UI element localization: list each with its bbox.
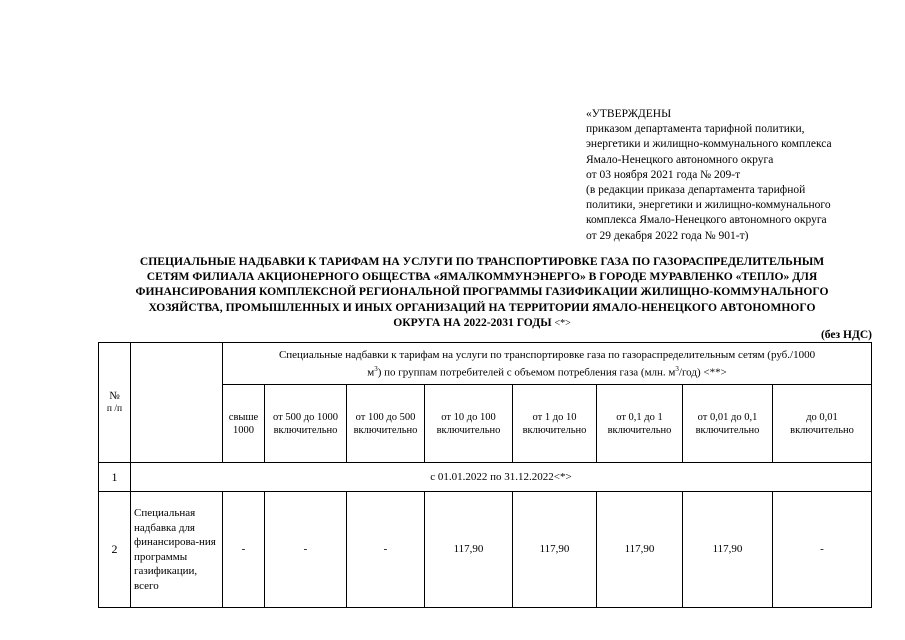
group-header: от 1 до 10 включительно — [513, 385, 597, 463]
value-cell: 117,90 — [683, 492, 773, 608]
period-cell: с 01.01.2022 по 31.12.2022<*> — [131, 463, 872, 492]
value-cell: - — [265, 492, 347, 608]
title-footnote-ref: <*> — [554, 317, 571, 329]
main-header-text: Специальные надбавки к тарифам на услуги по транспортировке газа по газораспределительным сетям (руб./1000 — [278, 348, 816, 361]
row-number: 1 — [99, 463, 131, 492]
value-cell: - — [347, 492, 425, 608]
group-header: от 0,01 до 0,1 включительно — [683, 385, 773, 463]
approval-line: от 03 ноября 2021 года № 209-т — [586, 168, 741, 181]
approval-line: (в редакции приказа департамента тарифной — [586, 184, 806, 197]
num-header: № — [109, 389, 120, 402]
approval-block — [586, 107, 886, 244]
title-line: ФИНАНСИРОВАНИЯ КОМПЛЕКСНОЙ РЕГИОНАЛЬНОЙ ПРОГРАММЫ ГАЗИФИКАЦИИ ЖИЛИЩНО-КОММУНАЛЬНОГО — [135, 285, 829, 299]
value-cell: - — [223, 492, 265, 608]
value-cell: - — [773, 492, 872, 608]
row-label: Специальная надбавка для финансирова-ния программы газификации, всего — [131, 492, 223, 608]
main-header-text2: ) по группам потребителей с объемом потребления газа (млн. м — [377, 366, 676, 379]
group-header: свыше 1000 — [223, 385, 265, 463]
main-header-sup: 3 — [374, 364, 378, 373]
main-header-cell — [223, 343, 872, 385]
value-cell: 117,90 — [513, 492, 597, 608]
group-header: от 0,1 до 1 включительно — [597, 385, 683, 463]
group-header: до 0,01 включительно — [773, 385, 872, 463]
approval-line: приказом департамента тарифной политики, — [586, 123, 805, 136]
main-header-unit: м — [367, 366, 375, 379]
row-number: 2 — [99, 492, 131, 608]
num-header-cell — [99, 343, 131, 463]
value-cell: 117,90 — [597, 492, 683, 608]
approval-line: комплекса Ямало-Ненецкого автономного округа — [586, 214, 827, 227]
table-row — [99, 463, 872, 492]
approval-line: энергетики и жилищно-коммунального комплекса — [586, 138, 832, 151]
group-header: от 500 до 1000 включительно — [265, 385, 347, 463]
value-cell: 117,90 — [425, 492, 513, 608]
title-last-line — [90, 315, 874, 331]
title-line: СПЕЦИАЛЬНЫЕ НАДБАВКИ К ТАРИФАМ НА УСЛУГИ ПО ТРАНСПОРТИРОВКЕ ГАЗА ПО ГАЗОРАСПРЕДЕЛИТЕЛЬНЫМ — [139, 255, 825, 268]
title-last-text: ОКРУГА НА 2022-2031 ГОДЫ — [393, 315, 552, 329]
group-header: от 100 до 500 включительно — [347, 385, 425, 463]
num-subheader: п /п — [106, 403, 123, 414]
table-row — [99, 492, 872, 608]
tariff-table — [98, 342, 872, 608]
main-header-text3: /год) <**> — [678, 366, 727, 379]
vat-note: (без НДС) — [820, 329, 872, 341]
label-header-cell — [131, 343, 223, 463]
approval-line: Ямало-Ненецкого автономного округа — [586, 153, 774, 166]
title-line: ХОЗЯЙСТВА, ПРОМЫШЛЕННЫХ И ИНЫХ ОРГАНИЗАЦИЙ НА ТЕРРИТОРИИ ЯМАЛО-НЕНЕЦКОГО АВТОНОМНОГО — [148, 300, 816, 314]
document-title — [90, 254, 874, 331]
title-line: СЕТЯМ ФИЛИАЛА АКЦИОНЕРНОГО ОБЩЕСТВА «ЯМАЛКОММУНЭНЕРГО» В ГОРОДЕ МУРАВЛЕНКО «ТЕПЛО» ДЛЯ — [146, 270, 818, 284]
main-header-sup2: 3 — [675, 364, 679, 373]
approval-line: от 29 декабря 2022 года № 901-т) — [586, 229, 749, 242]
approval-line: «УТВЕРЖДЕНЫ — [586, 108, 672, 120]
group-header: от 10 до 100 включительно — [425, 385, 513, 463]
approval-line: политики, энергетики и жилищно-коммунального — [586, 199, 831, 212]
